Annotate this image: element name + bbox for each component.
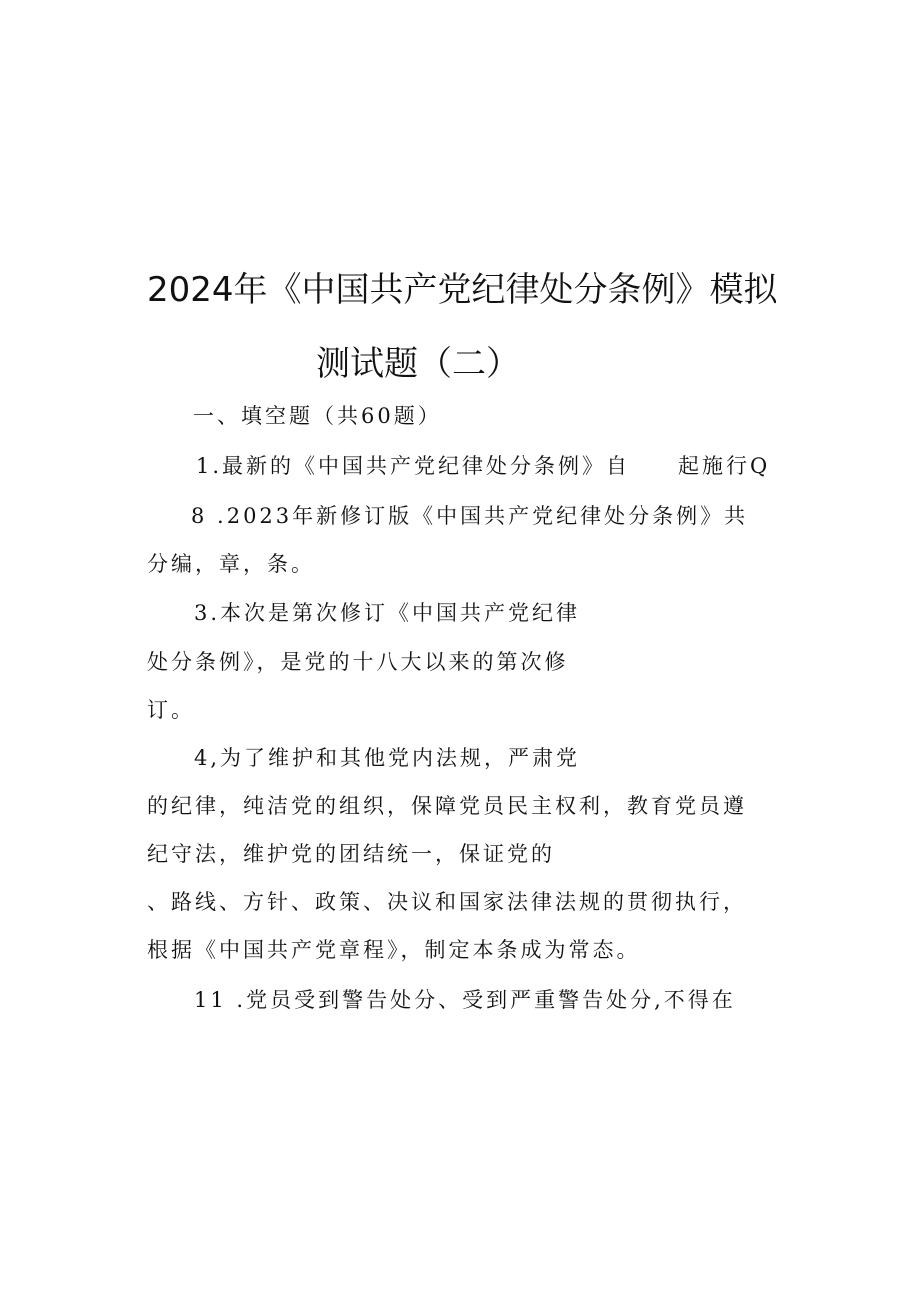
question-4-line-3: 纪守法，维护党的团结统一，保证党的 — [147, 842, 555, 866]
question-3-line-2: 处分条例》，是党的十八大以来的第次修 — [147, 650, 569, 674]
question-4-line-2: 的纪律，纯洁党的组织，保障党员民主权利，教育党员遵 — [147, 794, 747, 818]
document-title-line-2: 测试题（二） — [316, 344, 520, 384]
question-4-line-5: 根据《中国共产党章程》，制定本条成为常态。 — [147, 938, 641, 962]
question-3-line-3: 订。 — [147, 698, 195, 722]
question-4-line-1: 4,为了维护和其他党内法规，严肃党 — [194, 746, 581, 770]
question-4-line-4: 、路线、方针、政策、决议和国家法律法规的贯彻执行， — [147, 890, 747, 914]
question-1-line: 1.最新的《中国共产党纪律处分条例》自 起施行Q — [196, 454, 771, 478]
question-3-line-1: 3.本次是第次修订《中国共产党纪律 — [194, 601, 581, 625]
question-11-line-1: 11 .党员受到警告处分、受到严重警告处分,不得在 — [194, 988, 736, 1012]
question-2-line-2: 分编，章，条。 — [147, 552, 315, 576]
question-2-line-1: 8 .2023年新修订版《中国共产党纪律处分条例》共 — [191, 504, 749, 528]
section-heading: 一、填空题（共60题） — [193, 404, 442, 428]
document-title-line-1: 2024年《中国共产党纪律处分条例》模拟 — [147, 270, 778, 310]
